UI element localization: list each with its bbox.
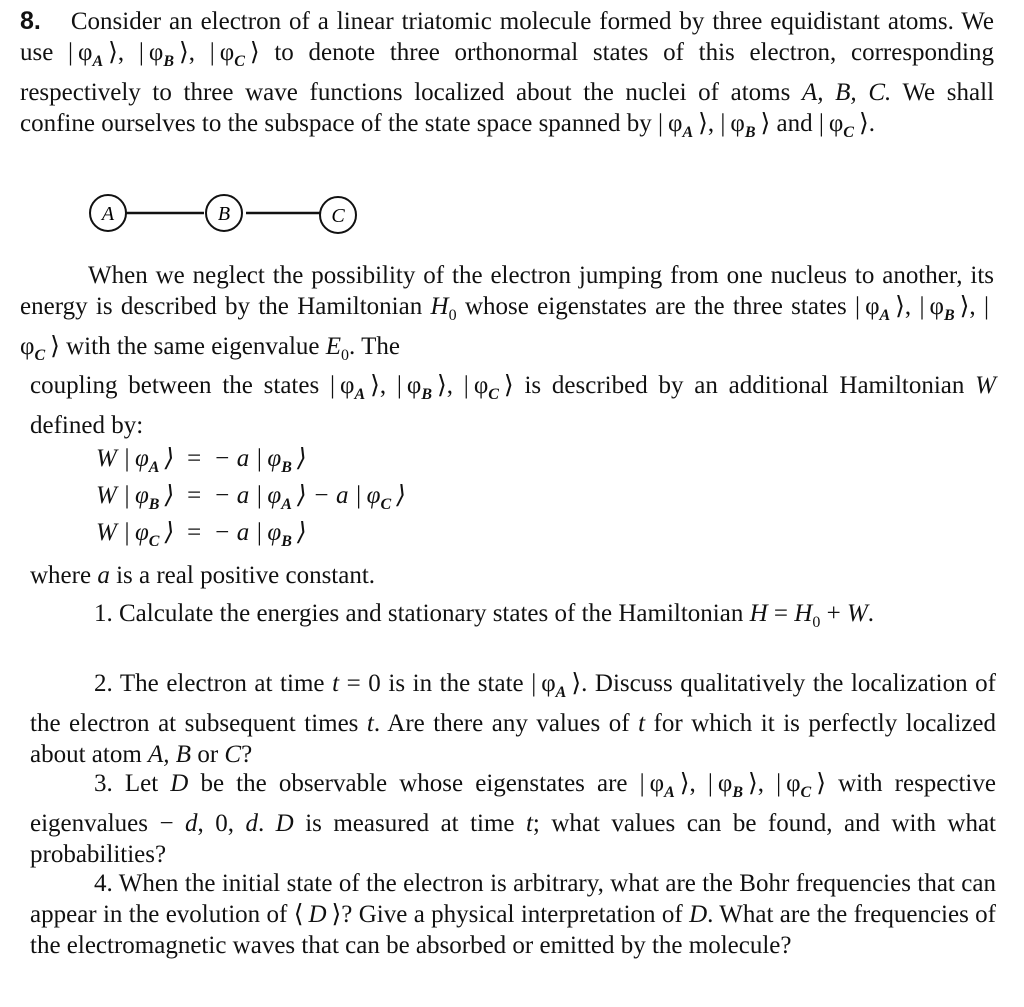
equation-2 <box>96 477 696 514</box>
question-4 <box>30 868 996 961</box>
p4-text-1: where <box>30 562 98 589</box>
sub-a-2: A <box>682 124 694 141</box>
eq1-sub-a: A <box>148 459 160 476</box>
eq1-lhs: W | φ <box>96 445 149 472</box>
q3-text-5: ⟩ with respective eigenvalues − <box>30 770 996 837</box>
p2-h0: H <box>430 293 449 320</box>
q3-text-7: . <box>257 810 276 837</box>
intro-text-g: ⟩ and | φ <box>755 110 844 137</box>
q3-sub-c: C <box>800 784 812 801</box>
q4-text-1: 4. When the initial state of the electron is arbitrary, what are the Bohr frequencies that can appear in the evolution of ⟨ <box>30 870 996 928</box>
equation-1 <box>96 440 696 477</box>
p3-text-4: ⟩ is described by an additional Hamiltonian <box>498 372 976 399</box>
q2-text-5: for which it is perfectly localized about atom <box>30 710 996 768</box>
q3-text-1: 3. Let <box>94 770 171 797</box>
eq2-sub-b: B <box>148 496 160 513</box>
eq1-end: ⟩ <box>291 445 307 472</box>
eq3-mid: ⟩ = − a | φ <box>159 519 282 546</box>
q3-t: t <box>525 810 533 837</box>
atom-b-label: B <box>217 203 231 225</box>
eq1-mid: ⟩ = − a | φ <box>159 445 282 472</box>
q2-text-4: . Are there any values of <box>373 710 639 737</box>
sub-a: A <box>92 53 104 70</box>
p2-text-3: ⟩, | φ <box>890 293 944 320</box>
q2-text-1: 2. The electron at time <box>94 670 333 697</box>
question-1 <box>30 598 996 638</box>
q3-d1: d <box>185 810 198 837</box>
q1-h0-sub: 0 <box>812 614 821 631</box>
p2-h0-sub: 0 <box>448 307 457 324</box>
intro-text-e: We shall confine ourselves to the subspace of the state space spanned by | φ <box>20 79 995 137</box>
p3-w: W <box>975 372 996 399</box>
sub-c: C <box>234 53 245 70</box>
sub-b-2: B <box>744 124 756 141</box>
intro-text-f: ⟩, | φ <box>693 110 745 137</box>
q1-text-4: . <box>867 600 875 627</box>
q1-w: W <box>846 600 868 627</box>
q3-text-8: is measured at time <box>293 810 526 837</box>
p2-e0-sub: 0 <box>341 347 350 364</box>
q1-text-1: 1. Calculate the energies and stationary states of the Hamiltonian <box>94 600 750 627</box>
p2-text-2: whose eigenstates are the three states | φ <box>456 293 880 320</box>
q3-d: D <box>170 770 189 797</box>
question-3 <box>30 768 996 870</box>
p2-e0: E <box>325 333 342 360</box>
eq2-mid2: ⟩ − a | φ <box>291 482 381 509</box>
q3-text-3: ⟩, | φ <box>674 770 733 797</box>
q2-atoms: A, B <box>148 741 192 768</box>
sub-b: B <box>163 53 175 70</box>
p2-sub-c: C <box>34 347 46 364</box>
p2-text-4: ⟩, | φ <box>20 293 994 360</box>
question-2 <box>30 668 996 770</box>
intro-text-d: ⟩ to denote three orthonormal states of this electron, corresponding respectively to three wave functions localized about the nuclei of atoms <box>20 39 995 106</box>
q4-text-3: . What are the frequencies of the electromagnetic waves that can be absorbed or emitted by the molecule? <box>30 901 997 959</box>
q3-text-2: be the observable whose eigenstates are | φ <box>188 770 665 797</box>
problem-intro <box>20 6 994 148</box>
p2-sub-a: A <box>879 307 891 324</box>
eq1-sub-b: B <box>281 459 292 476</box>
q4-d: D <box>308 901 327 928</box>
q4-text-2: ⟩? Give a physical interpretation of <box>326 901 690 928</box>
q2-c: C <box>224 741 242 768</box>
q3-d-2: D <box>275 810 294 837</box>
sub-c-2: C <box>843 124 854 141</box>
q1-h: H <box>749 600 768 627</box>
q1-text-3: + <box>820 600 847 627</box>
q2-t-c: t <box>638 710 646 737</box>
q2-t: t <box>332 670 340 697</box>
eq2-mid: ⟩ = − a | φ <box>159 482 282 509</box>
paragraph-constant <box>30 560 996 591</box>
equation-block <box>96 440 696 551</box>
q1-h0: H <box>794 600 813 627</box>
q3-sub-b: B <box>732 784 743 801</box>
eq3-lhs: W | φ <box>96 519 149 546</box>
q2-text-3: ⟩. Discuss qualitatively the localization of the electron at subsequent times <box>30 670 996 737</box>
q4-d-2: D <box>689 901 708 928</box>
atoms-list: A, B, C. <box>802 79 892 106</box>
p2-text-6: . The <box>349 333 400 360</box>
eq3-end: ⟩ <box>291 519 307 546</box>
p3-sub-c: C <box>488 386 499 403</box>
q1-text-2: = <box>767 600 795 627</box>
equation-3 <box>96 514 696 551</box>
atom-a-label: A <box>101 203 115 225</box>
molecule-diagram <box>84 188 374 238</box>
p4-text-2: is a real positive constant. <box>109 562 376 589</box>
intro-text-h: ⟩. <box>853 110 875 137</box>
q2-sub-a: A <box>555 684 567 701</box>
q3-sub-a: A <box>664 784 675 801</box>
p3-sub-b: B <box>421 386 433 403</box>
intro-text-b: ⟩, | φ <box>103 39 164 66</box>
intro-text-a: Consider an electron of a linear triatomic molecule formed by three equidistant atoms. We use | φ <box>20 8 994 66</box>
q2-text-7: ? <box>241 741 253 768</box>
paragraph-coupling <box>30 370 996 441</box>
q3-d2: d <box>245 810 258 837</box>
p3-text-5: defined by: <box>30 412 144 439</box>
q3-text-9: ; what values can be found, and with what probabilities? <box>30 810 996 868</box>
q3-text-4: ⟩, | φ <box>742 770 801 797</box>
p3-sub-a: A <box>354 386 366 403</box>
p2-text-1: When we neglect the possibility of the electron jumping from one nucleus to another, its energy is described by the Hamiltonian <box>20 262 994 320</box>
p3-text-3: ⟩, | φ <box>432 372 489 399</box>
atom-c-label: C <box>331 205 345 227</box>
q2-t-b: t <box>366 710 374 737</box>
intro-text-c: ⟩, | φ <box>174 39 235 66</box>
eq2-sub-c: C <box>380 496 392 513</box>
paragraph-hamiltonian <box>20 260 994 371</box>
p2-sub-b: B <box>943 307 955 324</box>
eq2-lhs: W | φ <box>96 482 149 509</box>
eq3-sub-b: B <box>281 533 292 550</box>
q2-text-2: = 0 is in the state | φ <box>339 670 556 697</box>
p2-text-5: ⟩ with the same eigenvalue <box>45 333 326 360</box>
eq2-end: ⟩ <box>391 482 406 509</box>
q2-text-6: or <box>191 741 225 768</box>
problem-number: 8. <box>20 7 41 35</box>
p4-a: a <box>97 562 110 589</box>
p3-text-2: ⟩, | φ <box>365 372 422 399</box>
eq2-sub-a: A <box>281 496 292 513</box>
eq3-sub-c: C <box>148 533 160 550</box>
q3-text-6: , 0, <box>197 810 246 837</box>
p3-text-1: coupling between the states | φ <box>30 372 355 399</box>
